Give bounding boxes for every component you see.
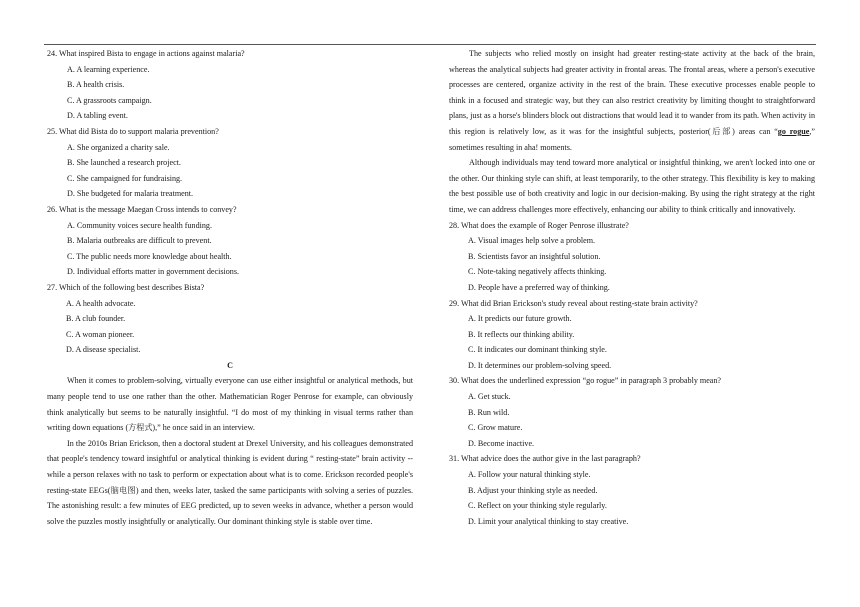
question-stem: 28. What does the example of Roger Penrose illustrate? — [449, 220, 629, 230]
underlined-expression: go rogue — [777, 126, 810, 136]
option-c: C. Note-taking negatively affects thinking. — [468, 267, 607, 277]
option-d: D. She budgeted for malaria treatment. — [67, 189, 194, 199]
option-d: D. People have a preferred way of thinking. — [468, 282, 610, 292]
option-a: A. She organized a charity sale. — [67, 142, 170, 152]
option-a: A. A learning experience. — [67, 64, 150, 74]
question-stem: 29. What did Brian Erickson's study reveal about resting-state brain activity? — [449, 298, 698, 308]
option-a: A. Visual images help solve a problem. — [468, 236, 596, 246]
option-c: C. Grow mature. — [468, 423, 523, 433]
option-c: C. A woman pioneer. — [66, 329, 135, 339]
option-c: C. A grassroots campaign. — [67, 95, 152, 105]
option-b: B. Run wild. — [468, 407, 510, 417]
question-26 — [47, 202, 413, 280]
question-31 — [449, 451, 815, 529]
question-stem: 26. What is the message Maegan Cross intends to convey? — [47, 204, 237, 214]
option-b: B. Scientists favor an insightful solution. — [468, 251, 601, 261]
option-a: A. It predicts our future growth. — [468, 314, 572, 324]
option-c: C. It indicates our dominant thinking style. — [468, 345, 607, 355]
question-stem: 25. What did Bista do to support malaria prevention? — [47, 126, 219, 136]
question-27 — [47, 280, 413, 358]
option-d: D. Become inactive. — [468, 438, 535, 448]
passage-paragraph-4: Although individuals may tend toward more analytical or insightful thinking, we aren't locked into one or the other. Our thinking style can shift, at least temporarily, to the other strategy. This flexibility is key to making the best possible use of both creativity and logic in our decision-making. By using the right strategy at the right time, we can address challenges more effectively, enhancing our ability to think critically and innovatively. — [449, 158, 815, 214]
option-a: A. Follow your natural thinking style. — [468, 470, 591, 480]
option-b: B. Malaria outbreaks are difficult to prevent. — [67, 236, 212, 246]
option-b: B. A health crisis. — [67, 80, 125, 90]
passage-paragraph-3 — [449, 46, 815, 155]
option-b: B. A club founder. — [66, 314, 126, 324]
passage-paragraph-2: In the 2010s Brian Erickson, then a doctoral student at Drexel University, and his colleagues demonstrated that people's tendency toward insightful or analytical thinking is evident during “ resting-state” brain activity -- while a person relaxes with no task to perform or expectation about what is to come. Erickson recorded people's resting-state EEGs(脑电图) and then, weeks later, tasked the same participants with solving a series of puzzles. The astonishing result: a few minutes of EEG predicted, up to seven weeks in advance, whether a person would solve the puzzles mostly insightfully or analytically. Our dominant thinking style is stable over time. — [47, 438, 413, 526]
passage-paragraph-1: When it comes to problem-solving, virtually everyone can use either insightful or analytical methods, but many people tend to use one rather than the other. Mathematician Roger Penrose for example, can obviously think analytically but seems to be naturally insightful. “I do most of my thinking in visual terms rather than writing down equations (方程式),” he once said in an interview. — [47, 376, 413, 433]
option-d: D. A disease specialist. — [66, 345, 141, 355]
option-d: D. It determines our problem-solving speed. — [468, 360, 612, 370]
left-column — [47, 46, 413, 529]
passage-text: ,” sometimes resulting in aha! moments. — [449, 126, 815, 152]
option-b: B. It reflects our thinking ability. — [468, 329, 575, 339]
question-30 — [449, 373, 815, 451]
option-c: C. The public needs more knowledge about health. — [67, 251, 232, 261]
question-25 — [47, 124, 413, 202]
right-column — [449, 46, 815, 529]
option-a: A. Get stuck. — [468, 392, 511, 402]
option-d: D. Limit your analytical thinking to stay creative. — [468, 516, 629, 526]
question-24 — [47, 46, 413, 124]
option-a: A. Community voices secure health funding. — [67, 220, 212, 230]
question-29 — [449, 296, 815, 374]
question-stem: 24. What inspired Bista to engage in actions against malaria? — [47, 49, 245, 58]
passage-text: The subjects who relied mostly on insight had greater resting-state activity at the back of the brain, whereas the analytical subjects had greater activity in frontal areas. The frontal areas, where a person's executive processes are centered, organize activity in the rest of the brain. These executive processes enable people to think in a focused and strategic way, but they can also restrict creativity by limiting thought to straightforward plans, just as a horse's blinders block out distractions that would lead it to wander from its path. When activity in this region is relatively low, as it was for the insightful subjects, posterior(后部) areas can “ — [449, 49, 815, 136]
question-stem: 30. What does the underlined expression “go rogue” in paragraph 3 probably mean? — [449, 376, 722, 386]
option-a: A. A health advocate. — [66, 298, 136, 308]
option-b: B. Adjust your thinking style as needed. — [468, 485, 598, 495]
question-stem: 27. Which of the following best describes Bista? — [47, 282, 205, 292]
header-rule — [44, 44, 816, 45]
section-label: C — [227, 360, 233, 370]
option-c: C. Reflect on your thinking style regularly. — [468, 501, 607, 511]
question-28 — [449, 218, 815, 296]
option-c: C. She campaigned for fundraising. — [67, 173, 183, 183]
option-d: D. A tabling event. — [67, 111, 128, 121]
question-stem: 31. What advice does the author give in the last paragraph? — [449, 454, 641, 464]
option-d: D. Individual efforts matter in government decisions. — [67, 267, 240, 277]
option-b: B. She launched a research project. — [67, 158, 181, 168]
